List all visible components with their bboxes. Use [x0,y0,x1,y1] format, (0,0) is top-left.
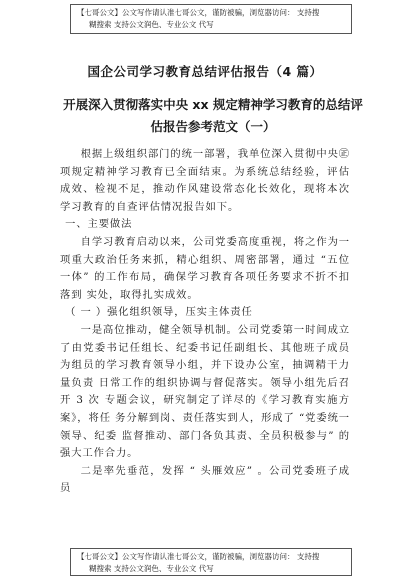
document-body [60,146,350,498]
page-header-banner [70,4,352,34]
section-heading: 一、主要做法 [65,218,133,231]
body-paragraph: 根据上级组织部门的统一部署，我单位深入贯彻中央㊣项规定精神学习教育已全面结束。为系统总结经验，评估成效、检视不足，推动作风建设常态化长效化，现将本次学习教育的自查评估情况报告如下。 [60,148,350,213]
body-paragraph: 二是率先垂范，发挥 “ 头雁效应” 。公司党委班子成员 [60,464,350,495]
document-subtitle: 开展深入贯彻落实中央 xx 规定精神学习教育的总结评估报告参考范文（一） [63,97,363,134]
document-title: 国企公司学习教育总结评估报告（4 篇） [87,64,323,79]
footer-line-2: 糊搜索 支持公文润色、专业公文 代写 [89,564,214,573]
subsection-heading: （ 一 ）强化组织领导，压实主体责任 [65,306,253,319]
header-line-1: 【七哥公文】公文写作请认准七哥公文，谨防被骗，浏览器访问： 支持搜 [77,8,320,17]
page-footer-banner [70,548,352,576]
body-paragraph: 自学习教育启动以来，公司党委高度重视，将之作为一项重大政治任务来抓，精心组织、周密部署，通过 “五位一体” 的工作布局，确保学习教育各项任务要求不折不扣落到 实处，取得扎实成效。 [60,235,350,301]
body-paragraph: 一是高位推动，健全领导机制。公司党委第一时间成立了由党委书记任组长、纪委书记任副组长、其他班子成员为组员的学习教育领导小组，并下设办公室，抽调精干力量负责 日常工作的组织协调与督促落实。领导小组先后召开 3 次 专题会议，研究制定了详尽的《学习教育实施方案》，将任 务分解到岗、责任落实到人，形成了 “党委统一领导、纪委 监督推动、部门各负其责、全员积极参与” 的强大工作合力。 [60,323,350,460]
footer-line-1: 【七哥公文】公文写作请认准七哥公文，谨防被骗，浏览器访问： 支持搜 [77,552,320,561]
header-line-2: 糊搜索 支持公文润色、专业公文 代写 [89,20,214,29]
